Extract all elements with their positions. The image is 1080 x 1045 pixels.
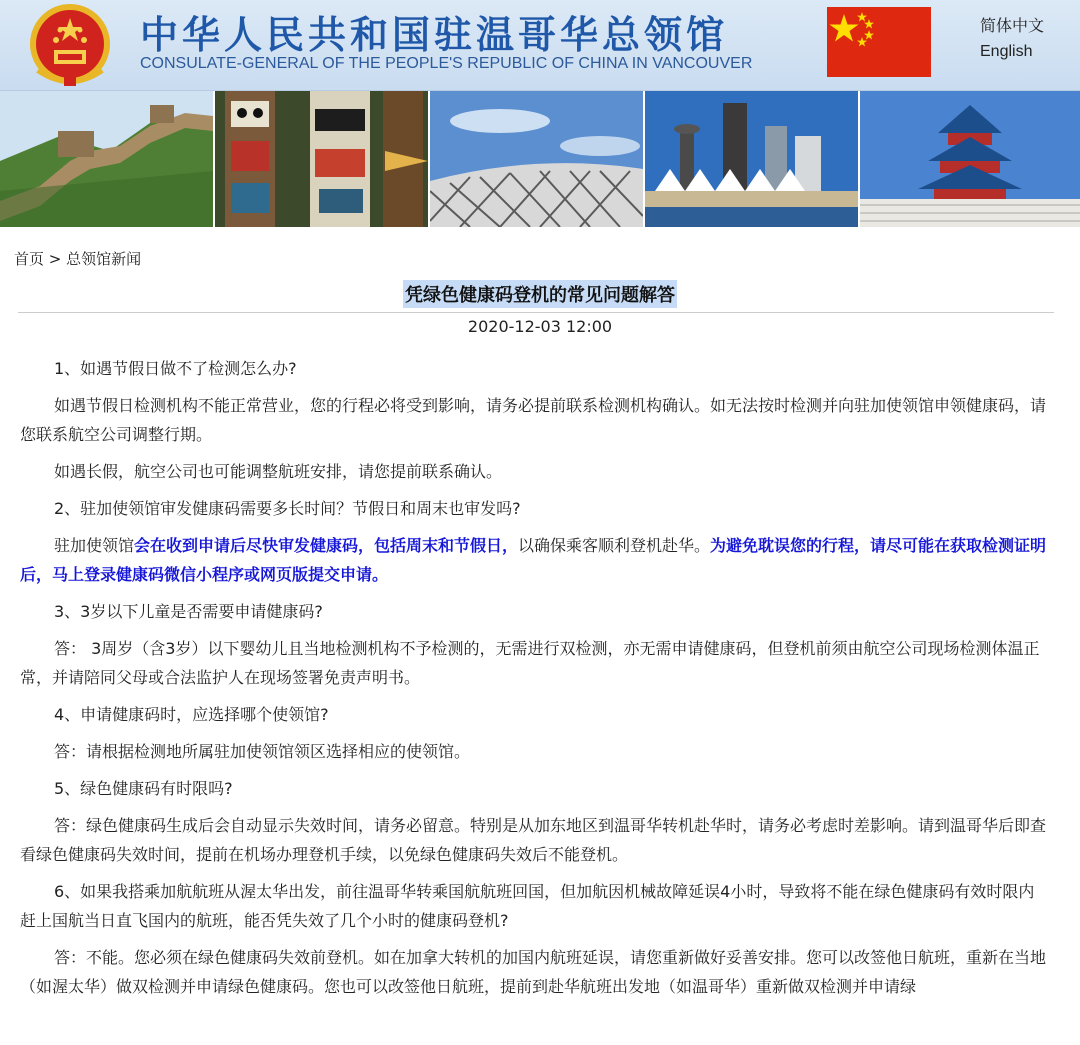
- answer-2-prefix: 驻加使领馆: [54, 536, 135, 555]
- answer-2: [20, 531, 1050, 589]
- question-4: 4、申请健康码时，应选择哪个使领馆?: [54, 705, 329, 724]
- answer-2-highlight-2: 为避免耽误您的行程，请尽可能在获取检测证明后，马上登录健康码微信小程序或网页版提交申请。: [20, 536, 1047, 584]
- site-header: [0, 0, 1080, 91]
- great-wall-photo: [0, 91, 213, 227]
- breadcrumb-home-link[interactable]: 首页: [14, 250, 45, 268]
- answer-2-middle: 以确保乘客顺利登机赴华。: [518, 536, 711, 555]
- answer-2-highlight-1: 会在收到申请后尽快审发健康码，包括周末和节假日，: [134, 536, 519, 555]
- answer-5: 答：绿色健康码生成后会自动显示失效时间，请务必留意。特别是从加东地区到温哥华转机赴华时，请务必考虑时差影响。请到温哥华后即查看绿色健康码失效时间，提前在机场办理登机手续，以免绿色健康码失效后不能登机。: [20, 816, 1047, 864]
- answer-4: 答：请根据检测地所属驻加使领馆领区选择相应的使领馆。: [54, 742, 471, 761]
- breadcrumb-separator: >: [44, 250, 67, 268]
- site-title-en: CONSULATE-GENERAL OF THE PEOPLE'S REPUBLIC OF CHINA IN VANCOUVER: [140, 55, 753, 72]
- title-divider: [18, 312, 1054, 313]
- vancouver-canada-place-photo: [645, 91, 858, 227]
- totem-pole-photo: [215, 91, 428, 227]
- question-5: 5、绿色健康码有时限吗?: [54, 779, 233, 798]
- lang-option-chinese[interactable]: 简体中文: [980, 18, 1045, 35]
- question-6: 6、如果我搭乘加航航班从渥太华出发，前往温哥华转乘国航航班回国，但加航因机械故障延误4小时，导致将不能在绿色健康码有效时限内赶上国航当日直飞国内的航班，能否凭失效了几个小时的健康码登机?: [20, 882, 1035, 930]
- site-title-cn: 中华人民共和国驻温哥华总领馆: [140, 12, 729, 57]
- article-title: 凭绿色健康码登机的常见问题解答: [403, 280, 677, 308]
- answer-3: 答： 3周岁（含3岁）以下婴幼儿且当地检测机构不予检测的，无需进行双检测，亦无需申请健康码，但登机前须由航空公司现场检测体温正常，并请陪同父母或合法监护人在现场签署免责声明书。: [20, 639, 1040, 687]
- answer-6: 答：不能。您必须在绿色健康码失效前登机。如在加拿大转机的加国内航班延误，请您重新做好妥善安排。您可以改签他日航班，重新在当地（如渥太华）做双检测并申请绿色健康码。您也可以改签他日航班，提前到赴华航班出发地（如温哥华）重新做双检测并申请绿: [20, 948, 1047, 996]
- answer-1b: 如遇长假，航空公司也可能调整航班安排，请您提前联系确认。: [54, 462, 503, 481]
- china-flag-icon: [827, 7, 931, 77]
- answer-1a: 如遇节假日检测机构不能正常营业，您的行程必将受到影响，请务必提前联系检测机构确认。如无法按时检测并向驻加使领馆申领健康码，请您联系航空公司调整行期。: [20, 396, 1047, 444]
- question-3: 3、3岁以下儿童是否需要申请健康码?: [54, 602, 323, 621]
- question-2: 2、驻加使领馆审发健康码需要多长时间？节假日和周末也审发吗?: [54, 499, 521, 518]
- breadcrumb-section-link[interactable]: 总领馆新闻: [66, 250, 142, 268]
- birds-nest-stadium-photo: [430, 91, 643, 227]
- article-body: [20, 354, 1050, 1009]
- breadcrumb: [14, 248, 141, 269]
- article-date: 2020-12-03 12:00: [467, 317, 613, 336]
- photo-banner: [0, 91, 1080, 227]
- lang-option-english[interactable]: English: [980, 43, 1033, 60]
- national-emblem-icon[interactable]: [24, 0, 116, 90]
- question-1: 1、如遇节假日做不了检测怎么办?: [54, 359, 297, 378]
- article-title-row: [0, 280, 1080, 308]
- temple-of-heaven-photo: [860, 91, 1080, 227]
